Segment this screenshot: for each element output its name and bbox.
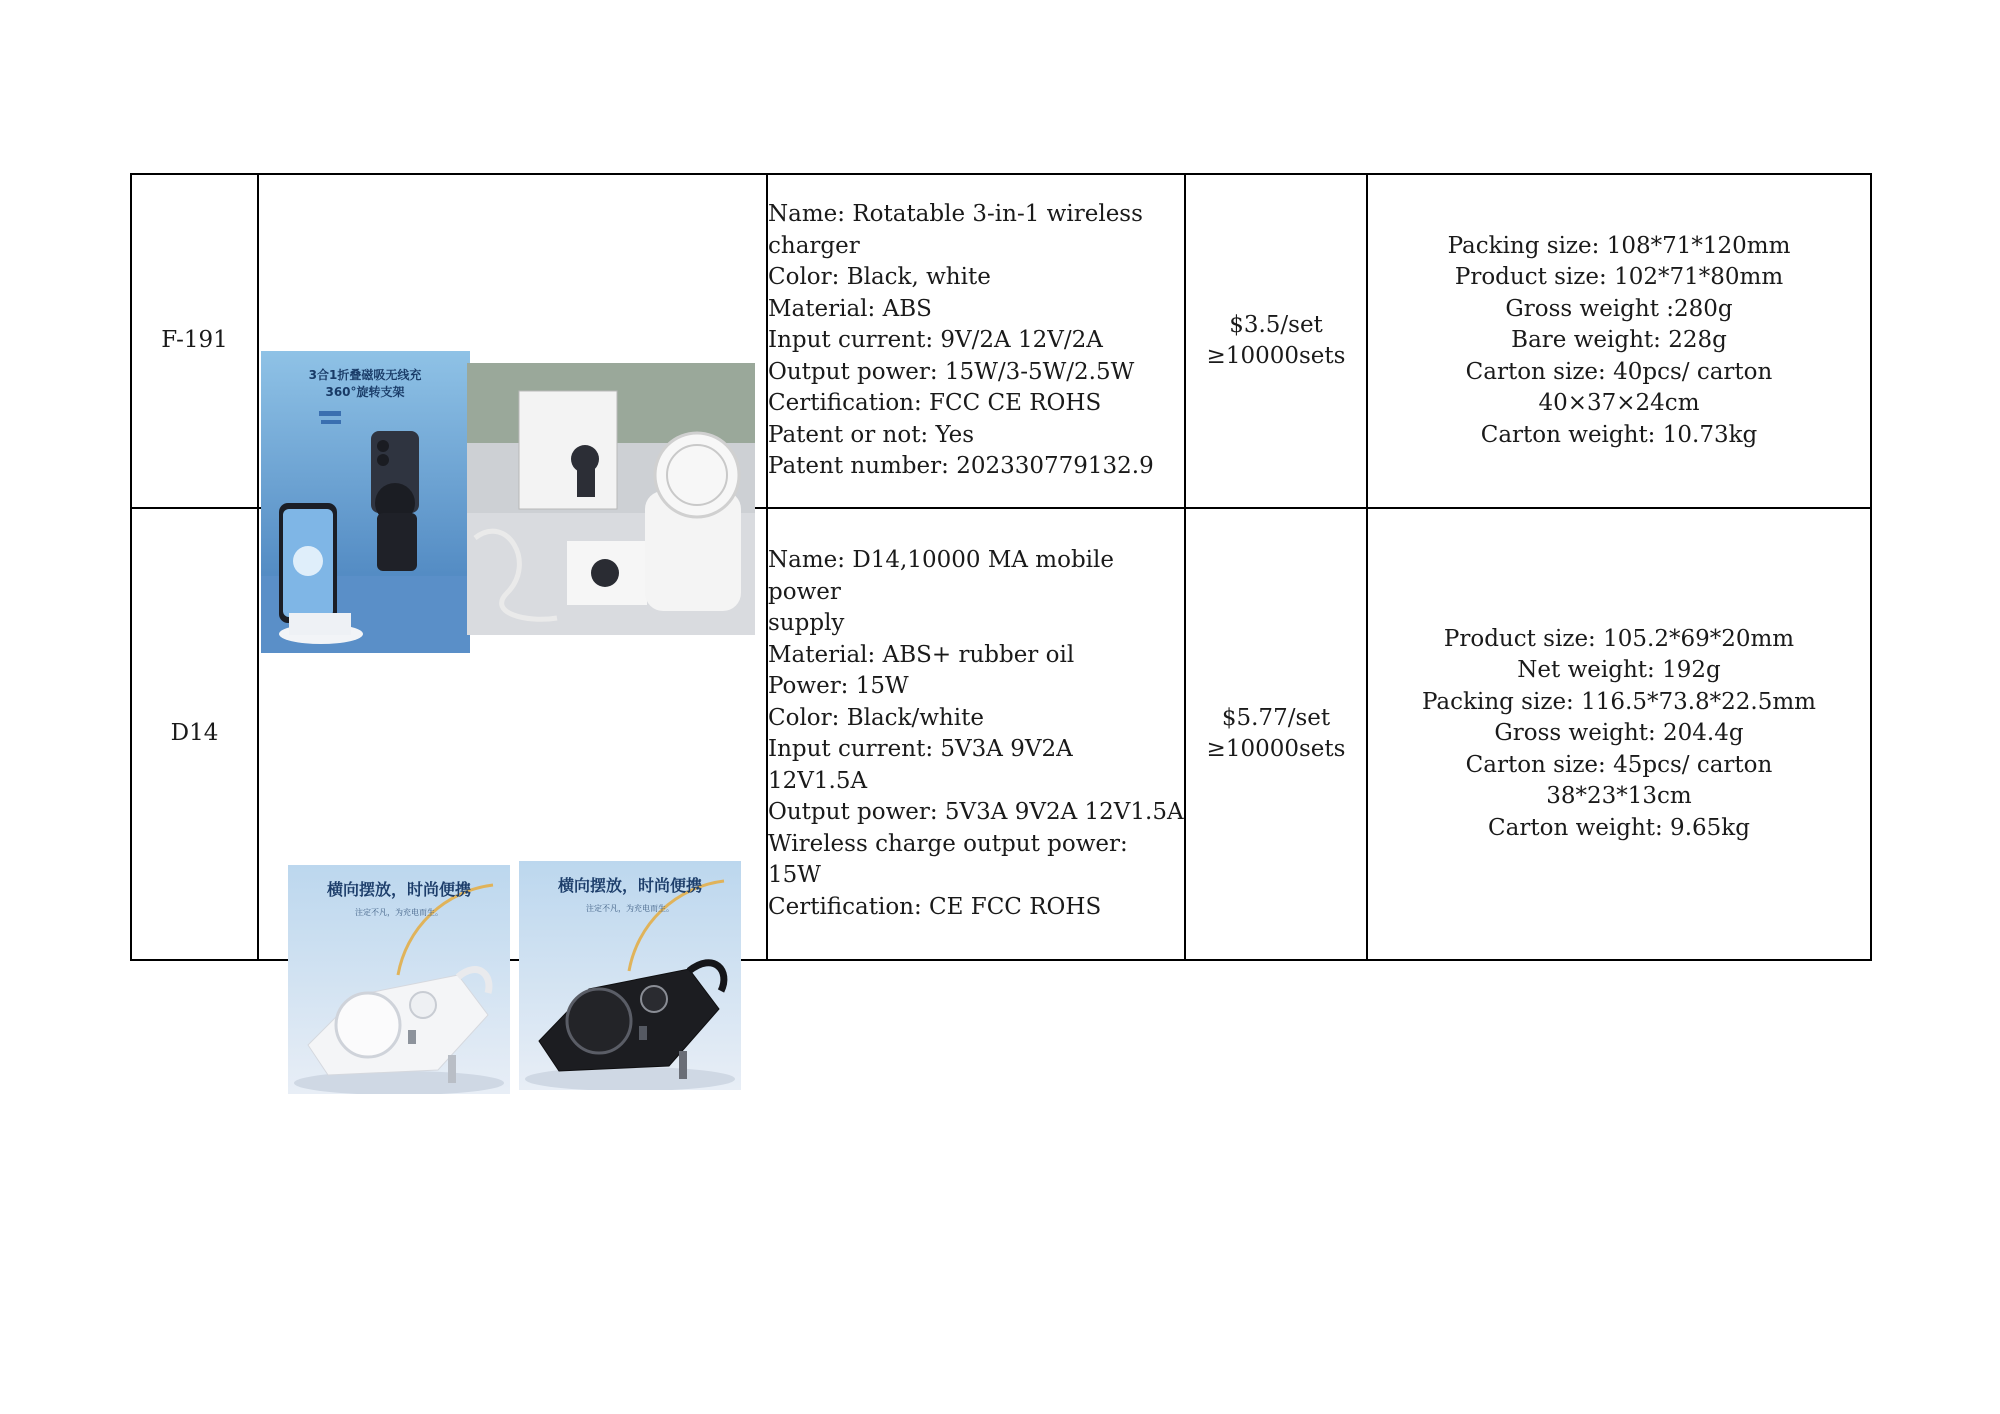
product-description <box>767 174 1185 508</box>
product-description <box>767 508 1185 960</box>
packing-line: Packing size: 116.5*73.8*22.5mm <box>1421 688 1816 715</box>
description-line: Patent or not: Yes <box>768 421 975 448</box>
packing-line: Product size: 102*71*80mm <box>1454 264 1784 291</box>
image-subline: 注定不凡，为充电而生。 <box>355 908 443 917</box>
image-headline: 横向摆放，时尚便携 <box>326 880 472 899</box>
description-line: Output power: 15W/3-5W/2.5W <box>768 358 1135 385</box>
product-images-cell <box>258 174 767 508</box>
moq: ≥10000sets <box>1206 343 1346 369</box>
packing-info <box>1367 174 1871 508</box>
packing-line: Carton size: 45pcs/ carton <box>1465 751 1773 778</box>
description-line: Certification: CE FCC ROHS <box>768 893 1102 920</box>
product-code: F-191 <box>131 174 258 508</box>
image-subline: 注定不凡，为充电而生。 <box>586 904 674 913</box>
packing-line: Bare weight: 228g <box>1511 327 1727 354</box>
description-line: Color: Black/white <box>768 704 984 731</box>
description-line: Patent number: 202330779132.9 <box>768 453 1154 480</box>
image-headline: 横向摆放，时尚便携 <box>557 876 703 895</box>
table-row <box>131 174 1871 508</box>
description-line: Input current: 5V3A 9V2A <box>768 736 1073 762</box>
packing-info <box>1367 508 1871 960</box>
packing-line: Gross weight :280g <box>1505 295 1733 322</box>
description-line: supply <box>768 610 845 636</box>
packing-line: Carton weight: 10.73kg <box>1480 421 1758 448</box>
description-line: 15W <box>768 862 821 888</box>
product-photo-black <box>519 861 741 1090</box>
product-code: D14 <box>131 508 258 960</box>
description-line: Input current: 9V/2A 12V/2A <box>768 327 1103 354</box>
description-line: Certification: FCC CE ROHS <box>768 390 1102 417</box>
packing-line: Net weight: 192g <box>1517 657 1721 684</box>
packing-line: Gross weight: 204.4g <box>1494 720 1744 747</box>
product-photo-poster <box>261 351 470 653</box>
packing-line: Packing size: 108*71*120mm <box>1447 232 1791 259</box>
description-line: charger <box>768 232 860 259</box>
moq: ≥10000sets <box>1206 736 1346 762</box>
packing-line: 38*23*13cm <box>1546 783 1692 810</box>
product-price-cell <box>1185 508 1367 960</box>
description-line: Color: Black, white <box>768 264 991 291</box>
description-line: 12V1.5A <box>768 767 868 794</box>
product-photo-box <box>467 363 755 635</box>
product-price-cell <box>1185 174 1367 508</box>
product-photo-white <box>288 865 510 1094</box>
description-line: Material: ABS+ rubber oil <box>768 641 1075 668</box>
packing-line: 40×37×24cm <box>1538 390 1700 417</box>
price: $5.77/set <box>1221 704 1331 731</box>
price: $3.5/set <box>1229 311 1323 338</box>
packing-line: Carton size: 40pcs/ carton <box>1465 358 1773 385</box>
description-line: Name: Rotatable 3-in-1 wireless <box>768 201 1143 228</box>
description-line: Power: 15W <box>768 673 909 699</box>
description-line: Material: ABS <box>768 295 932 322</box>
packing-line: Product size: 105.2*69*20mm <box>1443 625 1795 652</box>
description-line: Name: D14,10000 MA mobile power <box>768 547 1122 605</box>
poster-headline-1: 3合1折叠磁吸无线充 <box>308 368 422 382</box>
poster-headline-2: 360°旋转支架 <box>325 385 405 399</box>
packing-line: Carton weight: 9.65kg <box>1488 814 1750 841</box>
product-table <box>130 173 1872 961</box>
description-line: Wireless charge output power: <box>768 830 1128 857</box>
description-line: Output power: 5V3A 9V2A 12V1.5A <box>768 799 1184 825</box>
